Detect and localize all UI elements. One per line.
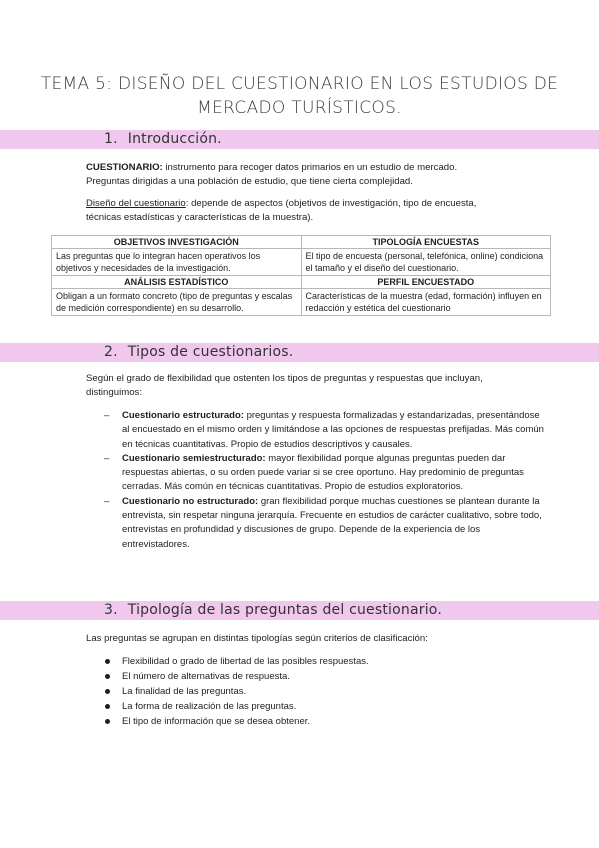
aspects-table xyxy=(51,235,551,316)
table-header-tipologia: TIPOLOGÍA ENCUESTAS xyxy=(301,236,551,249)
dash-marker: – xyxy=(104,452,110,464)
section-number: 3. xyxy=(104,602,118,618)
section-heading-2 xyxy=(0,343,599,362)
list-item xyxy=(104,409,544,452)
intro-definition-line-2: Preguntas dirigidas a una población de estudio, que tiene cierta complejidad. xyxy=(86,176,413,187)
item-text: preguntas y respuesta formalizadas y estandarizadas, presentándose al encuestado en el mismo orden y limitándose a las opciones de respuestas prefijadas. Más común en técnicas cuantitativas. Propio de estudios descriptivos y causales. xyxy=(122,410,544,450)
bullet-marker xyxy=(105,719,110,724)
document-title xyxy=(0,72,599,120)
list-item: El número de alternativas de respuesta. xyxy=(104,669,369,684)
list-item: La forma de realización de las preguntas. xyxy=(104,699,369,714)
table-header-analisis: ANÁLISIS ESTADÍSTICO xyxy=(52,276,302,289)
design-term: Diseño del cuestionario xyxy=(86,198,186,209)
tipologia-intro: Las preguntas se agrupan en distintas tipologías según criterios de clasificación: xyxy=(86,633,428,644)
bullet-marker xyxy=(105,659,110,664)
intro-definition-line-1: CUESTIONARIO: instrumento para recoger datos primarios en un estudio de mercado. xyxy=(86,162,458,173)
list-item: El tipo de información que se desea obtener. xyxy=(104,714,369,729)
section-number: 2. xyxy=(104,344,118,360)
item-term: Cuestionario semiestructurado: xyxy=(122,452,266,464)
table-cell-tipologia: El tipo de encuesta (personal, telefónica, online) condiciona el tamaño y el diseño del cuestionario. xyxy=(301,249,551,276)
bullet-marker xyxy=(105,674,110,679)
title-line-2: MERCADO TURÍSTICOS. xyxy=(197,98,402,118)
design-line-2: técnicas estadísticas y características de la muestra). xyxy=(86,212,314,223)
table-cell-perfil: Características de la muestra (edad, formación) influyen en redacción y estética del cuestionario xyxy=(301,289,551,316)
bullet-marker xyxy=(105,704,110,709)
tipologia-list xyxy=(104,654,369,729)
list-item xyxy=(104,495,544,552)
section-label: Tipología de las preguntas del cuestionario. xyxy=(127,602,442,618)
cuestionario-term: CUESTIONARIO: xyxy=(86,162,163,173)
list-item: La finalidad de las preguntas. xyxy=(104,684,369,699)
dash-marker: – xyxy=(104,495,110,507)
section-label: Tipos de cuestionarios. xyxy=(127,344,294,360)
table-header-perfil: PERFIL ENCUESTADO xyxy=(301,276,551,289)
tipos-list xyxy=(104,409,544,552)
item-text: gran flexibilidad porque muchas cuestiones se plantean durante la entrevista, sin respetar ninguna jerarquía. Frecuente en estudios de carácter cualitativo, sobre todo, entrevistas en profundidad y discusiones de grupo. Depende de la experiencia de los entrevistadores. xyxy=(122,495,542,550)
section-number: 1. xyxy=(104,131,118,147)
tipos-intro-line-1: Según el grado de flexibilidad que ostenten los tipos de preguntas y respuestas que incluyan, xyxy=(86,373,483,384)
section-heading-1 xyxy=(0,130,599,149)
section-label: Introducción. xyxy=(127,131,222,147)
design-line-1: Diseño del cuestionario: depende de aspectos (objetivos de investigación, tipo de encuesta, xyxy=(86,198,477,209)
item-term: Cuestionario no estructurado: xyxy=(122,495,259,507)
section-heading-3 xyxy=(0,601,599,620)
tipos-intro-line-2: distinguimos: xyxy=(86,387,142,398)
list-item xyxy=(104,452,544,495)
item-term: Cuestionario estructurado: xyxy=(122,410,244,421)
item-text: mayor flexibilidad porque algunas preguntas pueden dar respuestas abiertas, o su orden puede variar si se cree oportuno. Hay predominio de preguntas cerradas. Más común en técnicas cuantitativas. Propio de estudios exploratorios. xyxy=(122,452,524,493)
title-line-1: TEMA 5: DISEÑO DEL CUESTIONARIO EN LOS ESTUDIOS DE xyxy=(40,74,559,94)
table-cell-objetivos: Las preguntas que lo integran hacen operativos los objetivos y necesidades de la investigación. xyxy=(52,249,302,276)
bullet-marker xyxy=(105,689,110,694)
dash-marker: – xyxy=(104,410,110,421)
list-item: Flexibilidad o grado de libertad de las posibles respuestas. xyxy=(104,654,369,669)
table-header-objetivos: OBJETIVOS INVESTIGACIÓN xyxy=(52,236,302,249)
table-cell-analisis: Obligan a un formato concreto (tipo de preguntas y escalas de medición correspondiente) en su desarrollo. xyxy=(52,289,302,316)
